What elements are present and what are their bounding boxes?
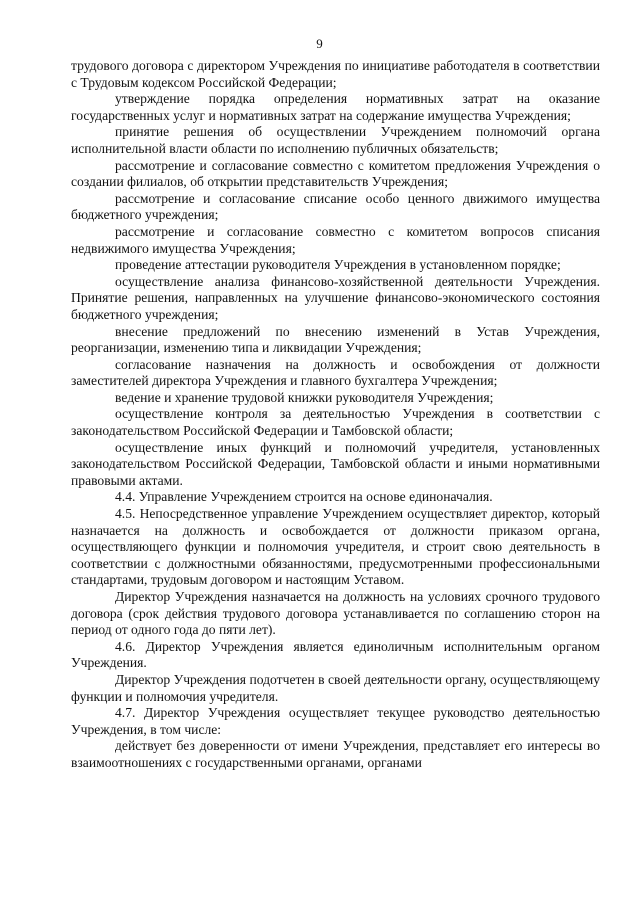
paragraph: утверждение порядка определения нормативных затрат на оказание государственных услуг и нормативных затрат на содержание имущества Учреждения; [71, 91, 600, 123]
document-body [71, 58, 600, 772]
paragraph: Директор Учреждения подотчетен в своей деятельности органу, осуществляющему функции и полномочия учредителя. [71, 671, 600, 704]
paragraph: ведение и хранение трудовой книжки руководителя Учреждения; [115, 389, 494, 405]
paragraph: осуществление иных функций и полномочий учредителя, установленных законодательством Российской Федерации, Тамбовской области и иными нормативными правовыми актами. [71, 439, 600, 488]
paragraph: рассмотрение и согласование совместно с комитетом вопросов списания недвижимого имущества Учреждения; [71, 223, 600, 256]
paragraph: осуществление контроля за деятельностью Учреждения в соответствии с законодательством Российской Федерации и Тамбовской области; [71, 406, 600, 439]
paragraph: 4.5. Непосредственное управление Учреждением осуществляет директор, который назначается на должность и освобождается от должности приказом органа, осуществляющего функции и полномочия учредителя, и строит свою деятельность в соответствии с должностными обязанностями, предусмотренными профессиональными стандартами, трудовым договором и настоящим Уставом. [71, 506, 600, 588]
paragraph: 4.6. Директор Учреждения является единоличным исполнительным органом Учреждения. [71, 638, 600, 671]
paragraph: принятие решения об осуществлении Учреждением полномочий органа исполнительной власти области по исполнению публичных обязательств; [71, 124, 600, 156]
paragraph: согласование назначения на должность и освобождения от должности заместителей директора Учреждения и главного бухгалтера Учреждения; [71, 356, 600, 389]
paragraph: Директор Учреждения назначается на должность на условиях срочного трудового договора (срок действия трудового договора устанавливается по соглашению сторон на период от одного года до пяти лет). [71, 589, 600, 638]
paragraph: осуществление анализа финансово-хозяйственной деятельности Учреждения. Принятие решения, направленных на улучшение финансово-экономического состояния бюджетного учреждения; [71, 273, 600, 322]
paragraph: трудового договора с директором Учреждения по инициативе работодателя в соответствии с Трудовым кодексом Российской Федерации; [71, 58, 600, 90]
page-number: 9 [316, 36, 323, 51]
paragraph: действует без доверенности от имени Учреждения, представляет его интересы во взаимоотношениях с государственными органами, органами [71, 738, 600, 770]
paragraph: внесение предложений по внесению изменений в Устав Учреждения, реорганизации, изменению типа и ликвидации Учреждения; [71, 323, 600, 356]
paragraph: 4.7. Директор Учреждения осуществляет текущее руководство деятельностью Учреждения, в том числе: [71, 705, 600, 737]
paragraph: проведение аттестации руководителя Учреждения в установленном порядке; [115, 257, 561, 273]
paragraph: 4.4. Управление Учреждением строится на основе единоначалия. [115, 489, 493, 505]
paragraph: рассмотрение и согласование списание особо ценного движимого имущества бюджетного учреждения; [71, 190, 600, 223]
paragraph: рассмотрение и согласование совместно с комитетом предложения Учреждения о создании филиалов, об открытии представительств Учреждения; [71, 157, 600, 190]
